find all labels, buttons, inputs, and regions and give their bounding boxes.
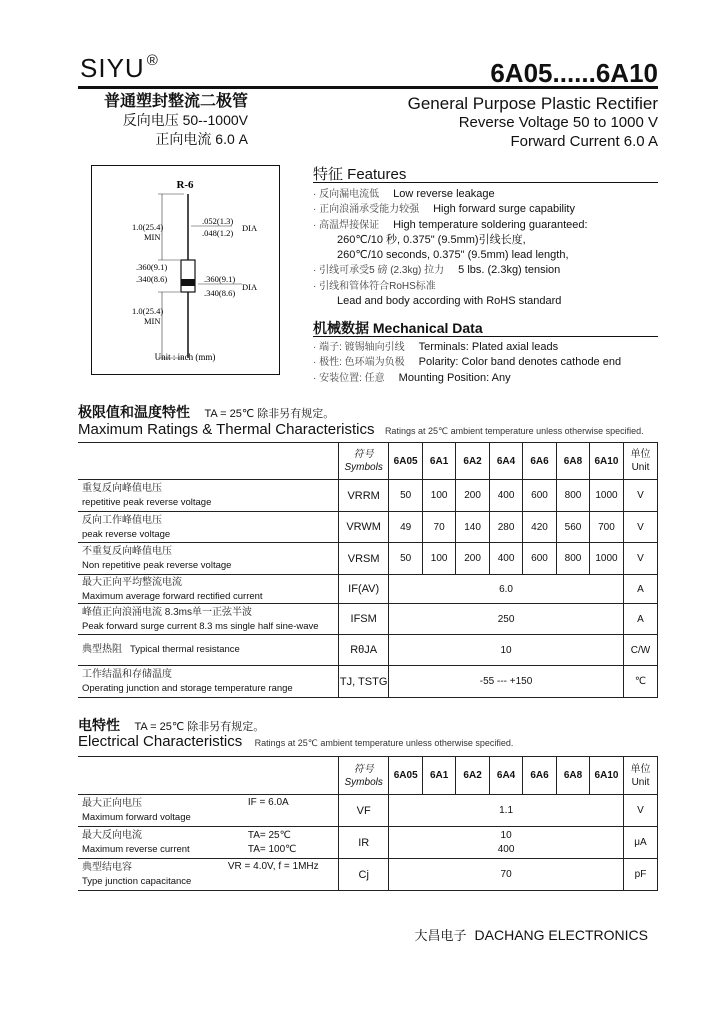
max-ratings-condition: TA = 25℃ 除非另有规定。 — [204, 408, 335, 420]
brand-logo — [80, 52, 159, 84]
unit-header: 单位 Unit — [623, 443, 657, 480]
diode-outline-drawing — [92, 166, 279, 374]
features-title: 特征 Features — [313, 166, 407, 183]
unit-header: 单位 Unit — [623, 757, 657, 795]
body-dia-min: .340(8.6) — [204, 288, 236, 298]
symbols-header: 符号 Symbols — [339, 757, 389, 795]
part-range: 6A05......6A10 — [490, 58, 658, 88]
electrical-heading-en — [78, 733, 513, 751]
en-current: Forward Current 6.0 A — [510, 133, 658, 150]
mechanical-list — [313, 340, 621, 386]
col-header: 6A1 — [423, 757, 456, 795]
lead-dia-label: DIA — [242, 223, 258, 233]
package-diagram — [91, 165, 280, 375]
symbols-header: 符号 Symbols — [339, 443, 389, 480]
mechanical-title: 机械数据 Mechanical Data — [313, 320, 483, 336]
en-header — [408, 94, 658, 151]
unit-note: Unit : inch (mm) — [154, 352, 216, 362]
max-ratings-note: Ratings at 25℃ ambient temperature unless otherwise specified. — [384, 426, 644, 436]
lead-length-top: 1.0(25.4) — [132, 222, 164, 232]
feature-item: Lead and body according with RoHS standard — [337, 295, 562, 308]
lead-length-bottom: 1.0(25.4) — [132, 306, 164, 316]
body-length-max: .360(9.1) — [136, 262, 168, 272]
company-name-cn: 大昌电子 — [414, 928, 467, 943]
electrical-title-en: Electrical Characteristics — [78, 733, 243, 750]
header-divider — [78, 86, 658, 89]
table-row: 最大正向电压 Maximum forward voltage IF = 6.0A VF 1.1 V — [78, 795, 658, 827]
col-header: 6A8 — [557, 757, 590, 795]
table-row: 最大正向平均整流电流 Maximum average forward rectified current IF(AV) 6.0 A — [78, 575, 658, 604]
col-header: 6A1 — [423, 443, 456, 480]
company-name-en: DACHANG ELECTRONICS — [474, 927, 648, 943]
en-title: General Purpose Plastic Rectifier — [407, 94, 658, 113]
table-row: 典型热阻 Typical thermal resistance RθJA 10 C/W — [78, 635, 658, 666]
mechanical-item: · 端子: 镀锡轴向引线 Terminals: Plated axial leads — [313, 341, 559, 353]
electrical-table — [78, 756, 658, 891]
feature-item: · 正向浪涌承受能力较强 High forward surge capability — [313, 203, 575, 216]
lead-dia-max: .052(1.3) — [202, 216, 234, 226]
package-label: R-6 — [176, 179, 194, 191]
max-ratings-heading-cn — [78, 402, 334, 422]
mechanical-item: · 极性: 色环端为负极 Polarity: Color band denotes cathode end — [313, 356, 622, 369]
body-dia-max: .360(9.1) — [204, 274, 236, 284]
features-list — [313, 187, 588, 309]
brand-name: SIYU — [80, 53, 145, 83]
mechanical-rule — [313, 336, 658, 337]
max-ratings-title-en: Maximum Ratings & Thermal Characteristics — [78, 421, 375, 438]
registered-mark: ® — [146, 52, 159, 69]
en-voltage: Reverse Voltage 50 to 1000 V — [458, 114, 658, 131]
electrical-note: Ratings at 25℃ ambient temperature unless otherwise specified. — [254, 738, 514, 748]
features-rule — [313, 182, 658, 183]
cn-current: 正向电流 6.0 A — [155, 131, 248, 147]
feature-item: · 引线可承受5 磅 (2.3kg) 拉力 5 lbs. (2.3kg) tension — [313, 264, 561, 277]
lead-length-bottom-min: MIN — [144, 316, 161, 326]
col-header: 6A10 — [589, 443, 623, 480]
cn-voltage: 反向电压 50--1000V — [122, 112, 248, 128]
max-ratings-table — [78, 442, 658, 698]
col-header: 6A4 — [490, 443, 523, 480]
table-row: 典型结电容 Type junction capacitance VR = 4.0V, f = 1MHz Cj 70 pF — [78, 859, 658, 891]
table-header-row — [78, 757, 658, 795]
col-header: 6A6 — [523, 443, 557, 480]
company-footer — [415, 925, 648, 944]
col-header: 6A2 — [456, 443, 490, 480]
col-header: 6A10 — [590, 757, 624, 795]
feature-item: · 引线和管体符合RoHS标准 — [313, 280, 436, 292]
electrical-heading-cn — [78, 715, 264, 735]
feature-item: 260℃/10 秒, 0.375" (9.5mm)引线长度, — [337, 233, 526, 246]
table-row: 工作结温和存储温度 Operating junction and storage temperature range TJ, TSTG -55 --- +150 ℃ — [78, 666, 658, 698]
cn-title: 普通塑封整流二极管 — [103, 93, 248, 110]
body-length-min: .340(8.6) — [136, 274, 168, 284]
body-dia-label: DIA — [242, 282, 258, 292]
lead-dia-min: .048(1.2) — [202, 228, 234, 238]
col-header: 6A05 — [389, 757, 423, 795]
max-ratings-title-cn: 极限值和温度特性 — [78, 404, 190, 420]
electrical-condition: TA = 25℃ 除非另有规定。 — [134, 721, 265, 733]
cathode-band — [181, 279, 195, 286]
col-header: 6A8 — [557, 443, 590, 480]
table-row: 峰值正向浪涌电流 8.3ms单一正弦半波 Peak forward surge current 8.3 ms single half sine-wave IFSM 250 A — [78, 604, 658, 635]
feature-item: 260℃/10 seconds, 0.375" (9.5mm) lead length, — [337, 249, 569, 262]
cn-header — [88, 92, 248, 149]
diode-body — [181, 260, 195, 292]
table-header-row — [78, 443, 658, 480]
electrical-title-cn: 电特性 — [78, 717, 120, 733]
table-row: 不重复反向峰值电压 Non repetitive peak reverse voltage VRSM 50 100 200 400 600 800 1000 V — [78, 543, 658, 575]
feature-item: · 反向漏电流低 Low reverse leakage — [313, 188, 495, 200]
max-ratings-heading-en — [78, 421, 644, 439]
table-row: 重复反向峰值电压 repetitive peak reverse voltage VRRM 50 100 200 400 600 800 1000 V — [78, 480, 658, 512]
feature-item: · 高温焊接保证 High temperature soldering guaranteed: — [313, 218, 588, 231]
col-header: 6A05 — [389, 443, 423, 480]
col-header: 6A2 — [456, 757, 490, 795]
col-header: 6A4 — [490, 757, 523, 795]
col-header: 6A6 — [523, 757, 557, 795]
table-row: 最大反向电流 Maximum reverse current TA= 25℃ TA= 100℃ IR 10 400 μA — [78, 827, 658, 859]
lead-length-top-min: MIN — [144, 232, 161, 242]
table-row: 反向工作峰值电压 peak reverse voltage VRWM 49 70 140 280 420 560 700 V — [78, 512, 658, 543]
mechanical-item: · 安装位置: 任意 Mounting Position: Any — [313, 371, 511, 384]
